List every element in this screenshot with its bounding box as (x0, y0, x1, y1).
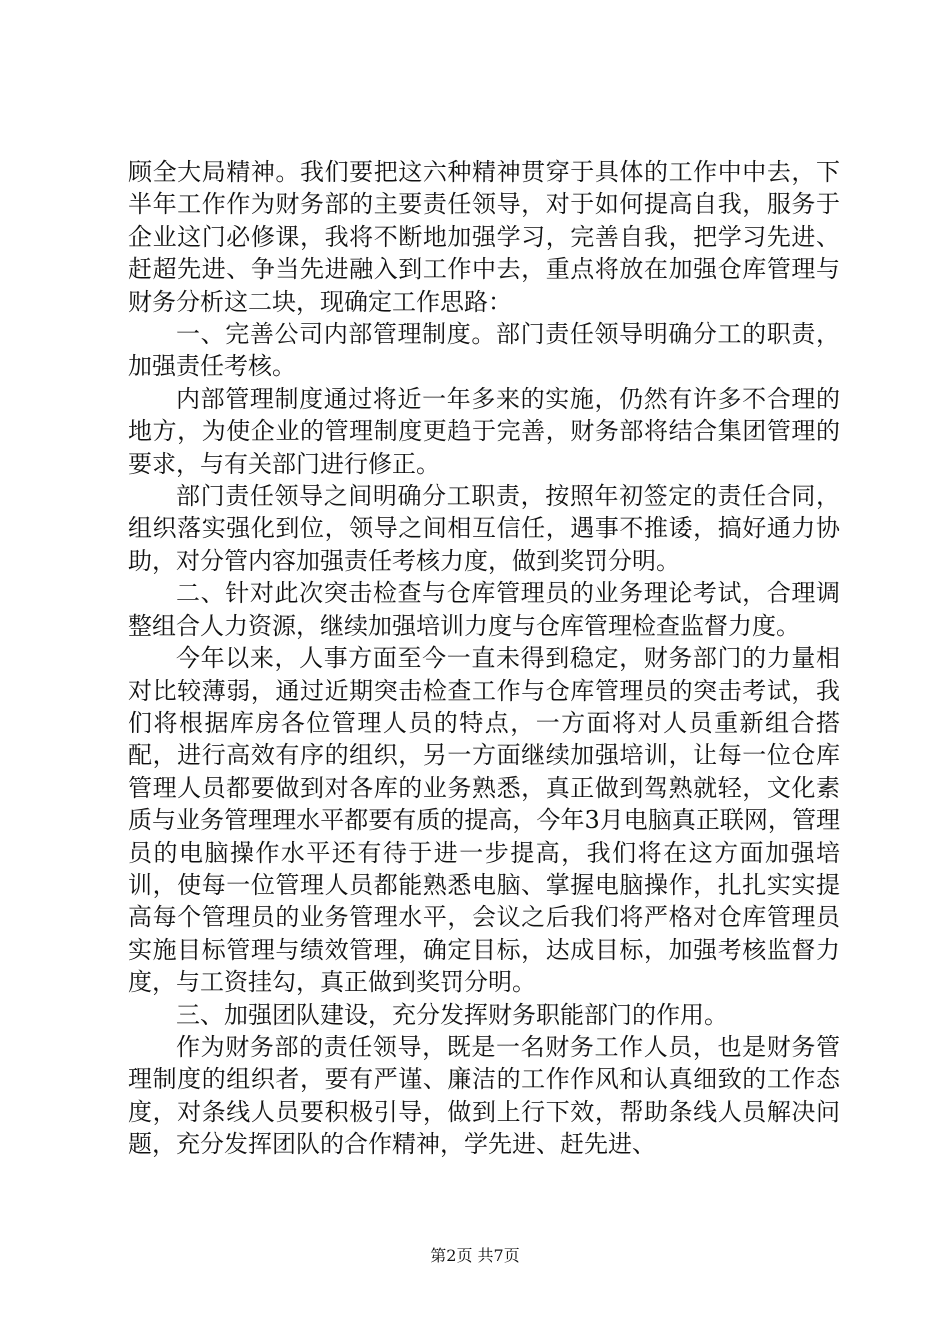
paragraph-3: 内部管理制度通过将近一年多来的实施，仍然有许多不合理的地方，为使企业的管理制度更趋于完善，财务部将结合集团管理的要求，与有关部门进行修正。 (128, 384, 840, 478)
paragraph-5: 二、针对此次突击检查与仓库管理员的业务理论考试，合理调整组合人力资源，继续加强培训力度与仓库管理检查监督力度。 (128, 579, 840, 640)
document-body (128, 156, 840, 1161)
page-number-footer: 第2页 共7页 (430, 1246, 520, 1265)
paragraph-8: 作为财务部的责任领导，既是一名财务工作人员，也是财务管理制度的组织者，要有严谨、廉洁的工作作风和认真细致的工作态度，对条线人员要积极引导，做到上行下效，帮助条线人员解决问题，充分发挥团队的合作精神，学先进、赶先进、 (128, 1032, 840, 1159)
paragraph-4: 部门责任领导之间明确分工职责，按照年初签定的责任合同，组织落实强化到位，领导之间相互信任，遇事不推诿，搞好通力协助，对分管内容加强责任考核力度，做到奖罚分明。 (128, 482, 840, 575)
paragraph-2: 一、完善公司内部管理制度。部门责任领导明确分工的职责，加强责任考核。 (128, 320, 840, 381)
paragraph-1: 顾全大局精神。我们要把这六种精神贯穿于具体的工作中中去，下半年工作作为财务部的主要责任领导，对于如何提高自我，服务于企业这门必修课，我将不断地加强学习，完善自我，把学习先进、赶超先进、争当先进融入到工作中去，重点将放在加强仓库管理与财务分析这二块，现确定工作思路： (128, 158, 840, 316)
paragraph-6: 今年以来，人事方面至今一直未得到稳定，财务部门的力量相对比较薄弱，通过近期突击检查工作与仓库管理员的突击考试，我们将根据库房各位管理人员的特点，一方面将对人员重新组合搭配，进行高效有序的组织，另一方面继续加强培训，让每一位仓库管理人员都要做到对各库的业务熟悉，真正做到驾熟就轻，文化素质与业务管理理水平都要有质的提高，今年3月电脑真正联网，管理员的电脑操作水平还有待于进一步提高，我们将在这方面加强培训，使每一位管理人员都能熟悉电脑、掌握电脑操作，扎扎实实提高每个管理员的业务管理水平，会议之后我们将严格对仓库管理员实施目标管理与绩效管理，确定目标，达成目标，加强考核监督力度，与工资挂勾，真正做到奖罚分明。 (128, 644, 840, 997)
paragraph-7: 三、加强团队建设，充分发挥财务职能部门的作用。 (176, 1000, 728, 1029)
